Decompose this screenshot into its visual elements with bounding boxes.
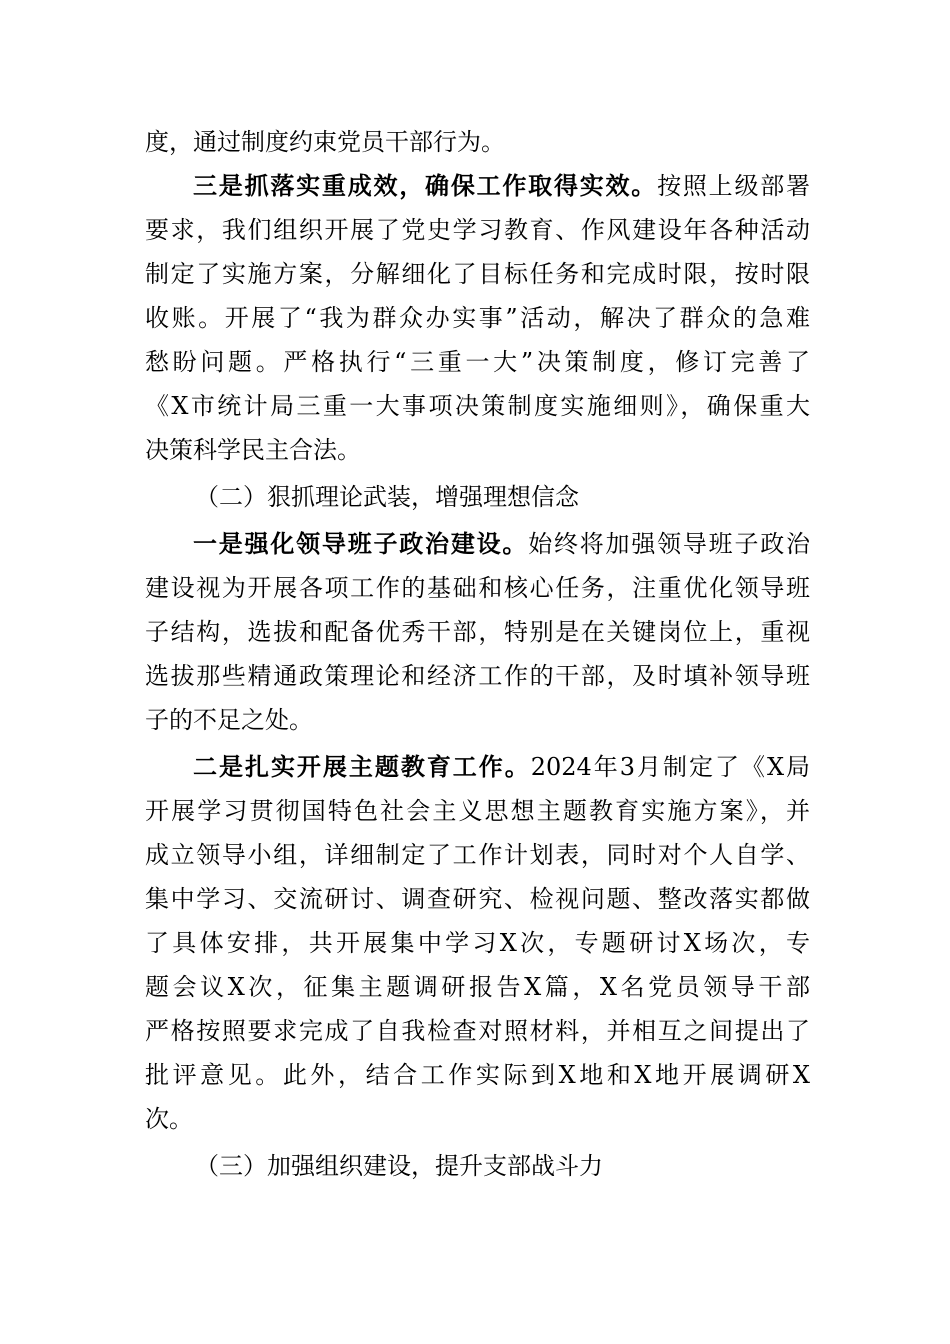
bold-lead-sentence: 一是强化领导班子政治建设。 (193, 530, 529, 558)
paragraph-line: 《X市统计局三重一大事项决策制度实施细则》，确保重大 (145, 392, 810, 420)
paragraph-line: 成立领导小组，详细制定了工作计划表，同时对个人自学、 (145, 841, 810, 869)
paragraph-line: 子的不足之处。 (145, 706, 313, 734)
paragraph-first-line: 三是抓落实重成效，确保工作取得实效。按照上级部署 (193, 172, 810, 200)
paragraph-line: 要求，我们组织开展了党史学习教育、作风建设年各种活动 (145, 216, 810, 244)
paragraph-line: 批评意见。此外，结合工作实际到X地和X地开展调研X (145, 1061, 810, 1089)
paragraph-first-line: 一是强化领导班子政治建设。始终将加强领导班子政治 (193, 530, 810, 558)
paragraph-line: 开展学习贯彻国特色社会主义思想主题教育实施方案》，并 (145, 797, 810, 825)
paragraph-line: 题会议X次，征集主题调研报告X篇，X名党员领导干部 (145, 973, 810, 1001)
paragraph-line: 度，通过制度约束党员干部行为。 (145, 128, 505, 156)
paragraph-line: 制定了实施方案，分解细化了目标任务和完成时限，按时限 (145, 260, 810, 288)
paragraph-line: 子结构，选拔和配备优秀干部，特别是在关键岗位上，重视 (145, 618, 810, 646)
paragraph-line: 严格按照要求完成了自我检查对照材料，并相互之间提出了 (145, 1017, 810, 1045)
paragraph-first-line: 二是扎实开展主题教育工作。2024年3月制定了《X局 (193, 753, 810, 781)
paragraph-line: 决策科学民主合法。 (145, 436, 361, 464)
paragraph-line: 愁盼问题。严格执行“三重一大”决策制度，修订完善了 (145, 348, 810, 376)
bold-lead-sentence: 二是扎实开展主题教育工作。 (193, 753, 531, 781)
paragraph-line: 次。 (145, 1105, 193, 1133)
paragraph-line: 了具体安排，共开展集中学习X次，专题研讨X场次，专 (145, 929, 810, 957)
paragraph-line: 收账。开展了“我为群众办实事”活动，解决了群众的急难 (145, 304, 810, 332)
paragraph-line: 集中学习、交流研讨、调查研究、检视问题、整改落实都做 (145, 885, 810, 913)
paragraph-line: 选拔那些精通政策理论和经济工作的干部，及时填补领导班 (145, 662, 810, 690)
bold-lead-sentence: 三是抓落实重成效，确保工作取得实效。 (193, 172, 658, 200)
paragraph-line: 建设视为开展各项工作的基础和核心任务，注重优化领导班 (145, 574, 810, 602)
section-heading: （二）狠抓理论武装，增强理想信念 (195, 483, 579, 511)
section-heading: （三）加强组织建设，提升支部战斗力 (195, 1152, 603, 1180)
